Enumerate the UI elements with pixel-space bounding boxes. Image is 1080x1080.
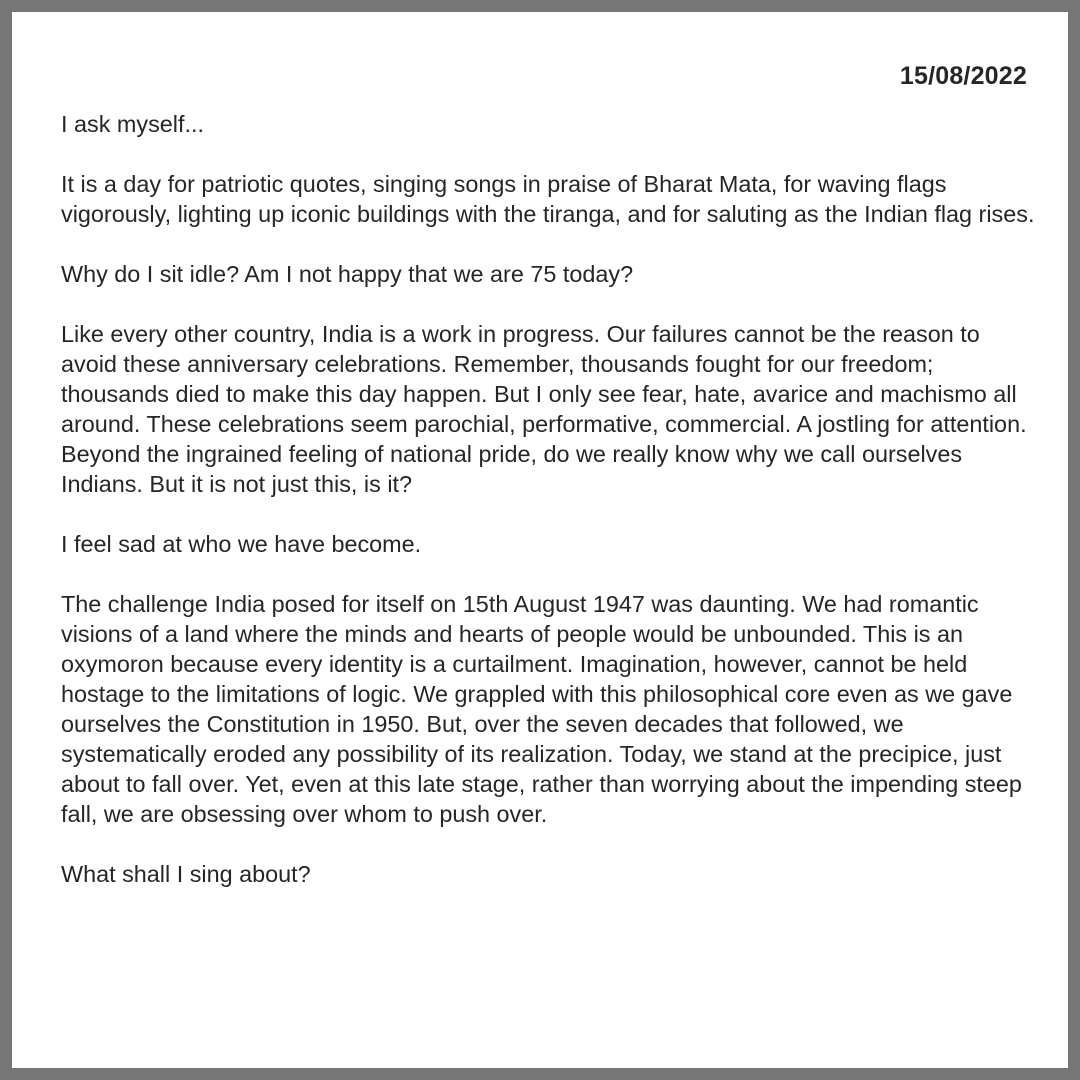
- date-label: 15/08/2022: [899, 62, 1027, 90]
- paragraph: I ask myself...: [61, 111, 204, 137]
- paragraph: It is a day for patriotic quotes, singing songs in praise of Bharat Mata, for waving flags vigorously, lighting up iconic buildings with the tiranga, and for saluting as the Indian flag rises.: [61, 171, 1035, 227]
- document-page: [12, 12, 1068, 1068]
- paragraph: Like every other country, India is a work in progress. Our failures cannot be the reason to avoid these anniversary celebrations. Remember, thousands fought for our freedom; thousands died to make this day happen. But I only see fear, hate, avarice and machismo all around. These celebrations seem parochial, performative, commercial. A jostling for attention. Beyond the ingrained feeling of national pride, do we really know why we call ourselves Indians. But it is not just this, is it?: [61, 321, 1027, 497]
- document-body: [61, 109, 1036, 919]
- paragraph: I feel sad at who we have become.: [61, 531, 422, 557]
- paragraph: What shall I sing about?: [61, 861, 311, 887]
- paragraph: Why do I sit idle? Am I not happy that we are 75 today?: [61, 261, 634, 287]
- paragraph: The challenge India posed for itself on 15th August 1947 was daunting. We had romantic visions of a land where the minds and hearts of people would be unbounded. This is an oxymoron because every identity is a curtailment. Imagination, however, cannot be held hostage to the limitations of logic. We grappled with this philosophical core even as we gave ourselves the Constitution in 1950. But, over the seven decades that followed, we systematically eroded any possibility of its realization. Today, we stand at the precipice, just about to fall over. Yet, even at this late stage, rather than worrying about the impending steep fall, we are obsessing over whom to push over.: [61, 591, 1022, 827]
